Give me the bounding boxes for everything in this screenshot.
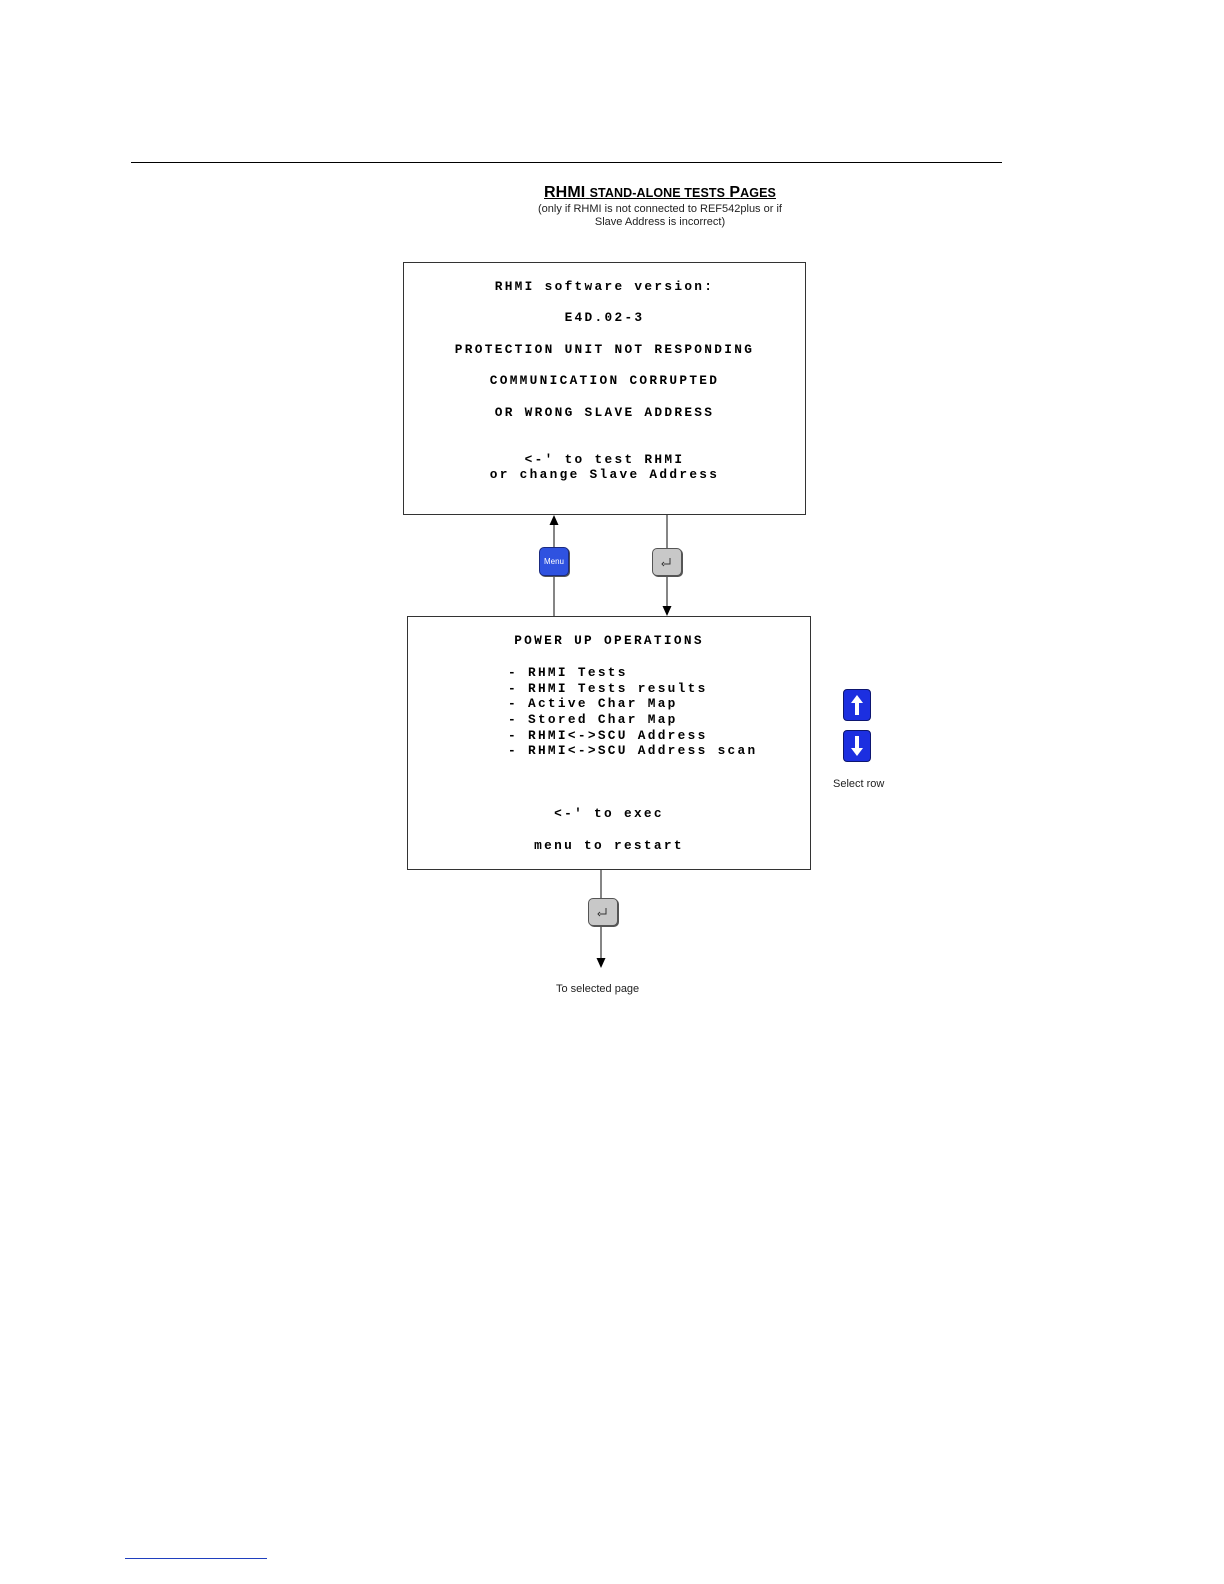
screen1-line-version-label: RHMI software version:	[494, 279, 715, 294]
screen2-exec-hint: <-' to exec	[554, 806, 664, 821]
title-mid: STAND-ALONE TESTS	[589, 186, 726, 200]
screen1-line-change-hint: or change Slave Address	[489, 467, 720, 482]
screen2-restart-hint: menu to restart	[534, 838, 684, 853]
screen2-title: POWER UP OPERATIONS	[514, 633, 704, 648]
up-arrow-key[interactable]	[843, 689, 871, 721]
screen1-line-test-hint: <-' to test RHMI	[524, 452, 685, 467]
menu-item-stored-char-map[interactable]: - Stored Char Map	[508, 712, 678, 727]
title-lead: RHMI	[544, 184, 586, 201]
title-p: P	[729, 184, 741, 201]
menu-item-rhmi-tests-results[interactable]: - RHMI Tests results	[508, 681, 708, 696]
exec-arrowhead	[597, 958, 606, 968]
menu-item-scu-address-scan[interactable]: - RHMI<->SCU Address scan	[508, 743, 758, 758]
menu-arrowhead	[550, 515, 559, 525]
screen1-line-not-responding: PROTECTION UNIT NOT RESPONDING	[454, 342, 755, 357]
enter-icon	[661, 557, 673, 567]
menu-item-active-char-map[interactable]: - Active Char Map	[508, 696, 678, 711]
subtitle-line-2: Slave Address is incorrect)	[594, 216, 726, 228]
screen1-line-wrong-address: OR WRONG SLAVE ADDRESS	[494, 405, 715, 420]
down-arrow-key[interactable]	[843, 730, 871, 762]
arrow-down-icon	[849, 735, 865, 757]
menu-item-scu-address[interactable]: - RHMI<->SCU Address	[508, 728, 708, 743]
to-selected-page-caption: To selected page	[556, 983, 640, 995]
menu-key[interactable]	[539, 547, 569, 576]
menu-item-rhmi-tests[interactable]: - RHMI Tests	[508, 665, 628, 680]
menu-key-label: Menu	[543, 557, 564, 566]
footnote-rule	[125, 1558, 267, 1559]
title-tail: AGES	[740, 186, 776, 200]
enter-icon	[597, 907, 609, 917]
exec-enter-key[interactable]	[588, 898, 618, 926]
enter-arrowhead	[663, 606, 672, 616]
select-row-caption: Select row	[833, 778, 885, 790]
screen1-line-version: E4D.02-3	[564, 310, 645, 325]
arrow-up-icon	[849, 694, 865, 716]
screen1-line-corrupted: COMMUNICATION CORRUPTED	[489, 373, 720, 388]
enter-key[interactable]	[652, 548, 682, 576]
subtitle-line-1: (only if RHMI is not connected to REF542plus or if	[538, 203, 782, 215]
